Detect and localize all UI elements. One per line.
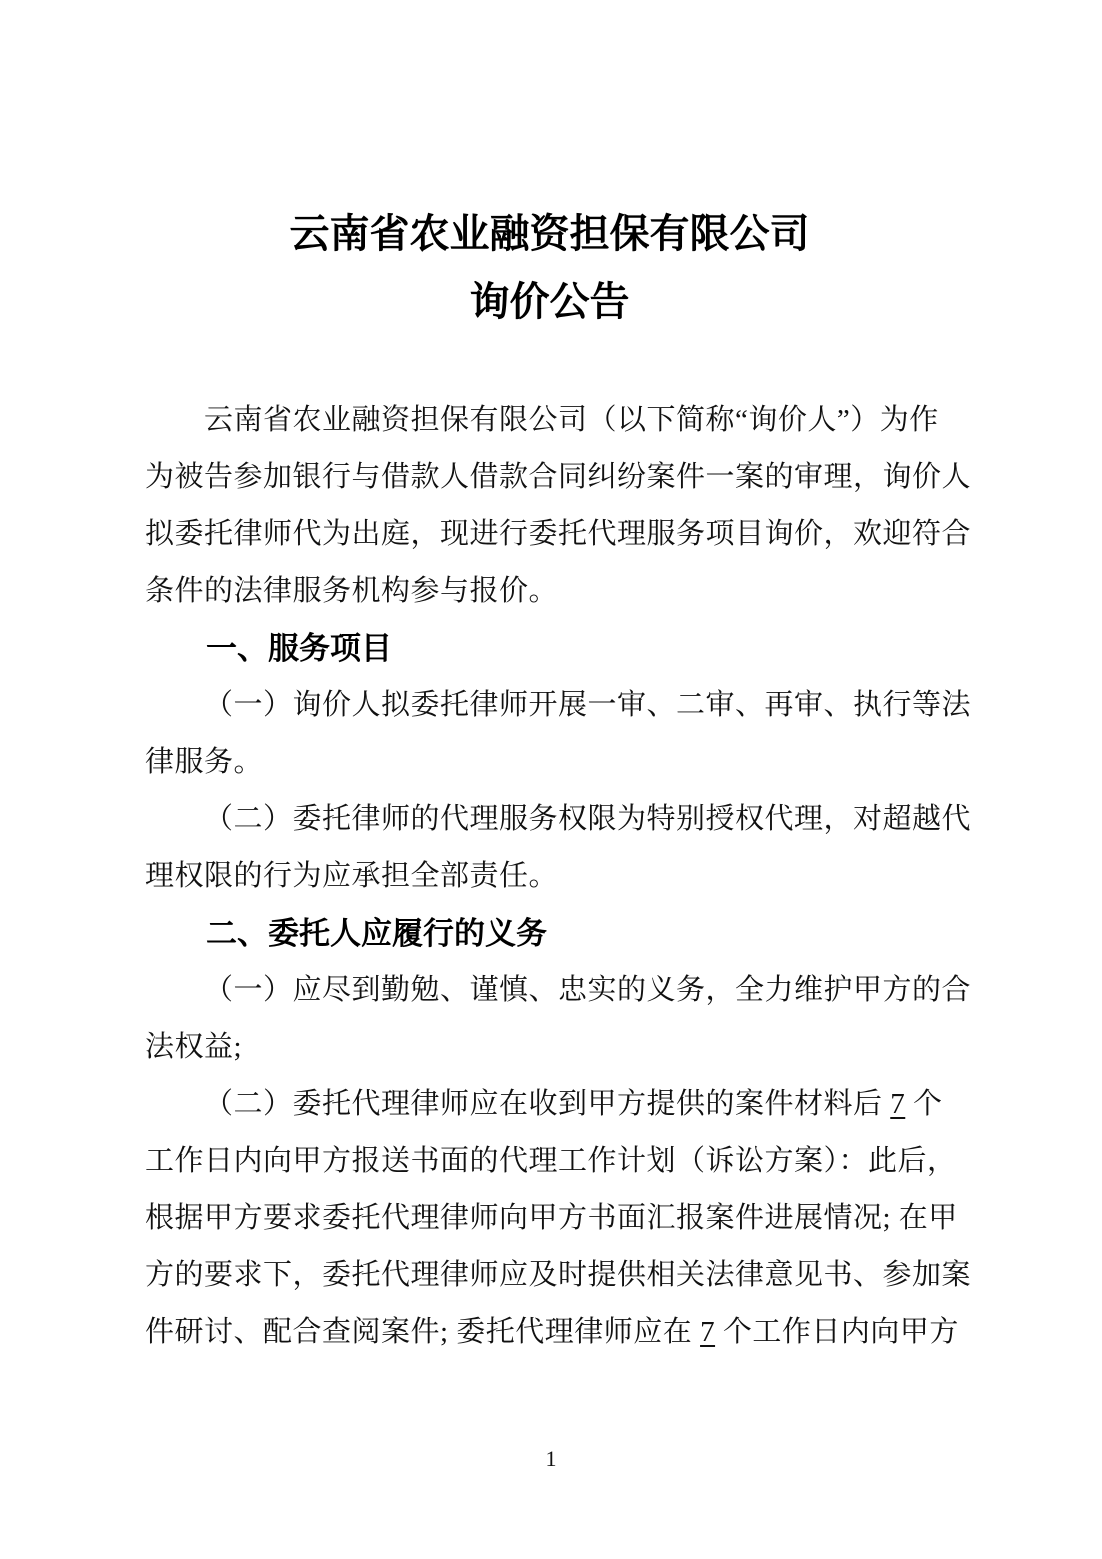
section-1-heading: 一、服务项目	[206, 631, 392, 666]
paragraph-line: 理权限的行为应承担全部责任。	[145, 860, 559, 892]
paragraph-line: 方的要求下，委托代理律师应及时提供相关法律意见书、参加案	[145, 1259, 972, 1291]
section-2-heading: 二、委托人应履行的义务	[206, 916, 547, 951]
page-number: 1	[545, 1446, 557, 1471]
paragraph-line: 为被告参加银行与借款人借款合同纠纷案件一案的审理，询价人	[145, 461, 972, 493]
line-text: 个工作日内向甲方	[715, 1316, 959, 1348]
section-2-item-1	[145, 962, 972, 1076]
underlined-number: 7	[700, 1316, 716, 1348]
paragraph-line: 拟委托律师代为出庭，现进行委托代理服务项目询价，欢迎符合	[145, 518, 972, 550]
line-text: （二）委托代理律师应在收到甲方提供的案件材料后	[204, 1088, 891, 1120]
paragraph-line: 律服务。	[145, 746, 264, 778]
paragraph-line: 法权益;	[145, 1031, 243, 1063]
line-text: 件研讨、配合查阅案件; 委托代理律师应在	[145, 1316, 701, 1348]
line-text: 个	[905, 1088, 943, 1120]
paragraph-line: 云南省农业融资担保有限公司（以下简称“询价人”）为作	[204, 404, 939, 436]
paragraph-line	[145, 1076, 954, 1133]
document-title-line-2: 询价公告	[469, 280, 630, 324]
paragraph-line: 条件的法律服务机构参与报价。	[145, 575, 559, 607]
section-2-item-2	[145, 1076, 972, 1361]
section-1-item-1	[145, 677, 972, 791]
section-1-item-2	[145, 791, 972, 905]
paragraph-line: （二）委托律师的代理服务权限为特别授权代理，对超越代	[204, 803, 972, 835]
paragraph-line: （一）询价人拟委托律师开展一审、二审、再审、执行等法	[204, 689, 972, 721]
paragraph-line: 工作日内向甲方报送书面的代理工作计划（诉讼方案）：此后，	[145, 1145, 957, 1177]
paragraph-line	[145, 1304, 959, 1361]
paragraph-line: 根据甲方要求委托代理律师向甲方书面汇报案件进展情况; 在甲	[145, 1202, 958, 1234]
document-title	[145, 200, 954, 336]
document-title-line-1: 云南省农业融资担保有限公司	[289, 212, 810, 256]
intro-paragraph	[145, 392, 972, 620]
underlined-number: 7	[890, 1088, 906, 1120]
paragraph-line: （一）应尽到勤勉、谨慎、忠实的义务，全力维护甲方的合	[204, 974, 972, 1006]
document-content	[145, 0, 972, 1361]
